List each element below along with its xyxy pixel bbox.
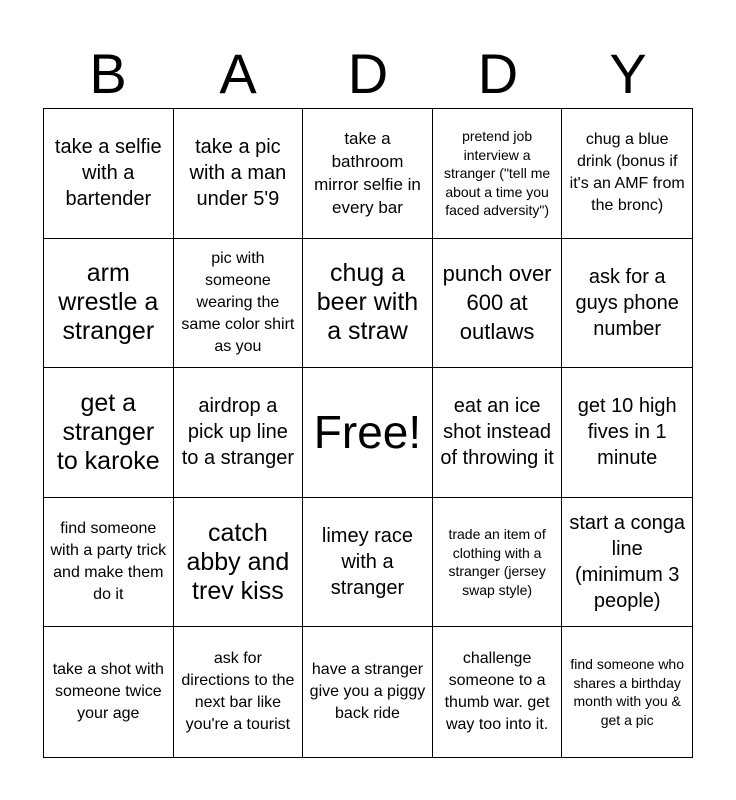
cell-text: get 10 high fives in 1 minute <box>577 395 677 470</box>
title-letter-y: Y <box>609 42 647 105</box>
bingo-cell[interactable] <box>174 109 304 239</box>
cell-text: trade an item of clothing with a stranger (jersey swap style) <box>448 526 546 598</box>
bingo-cell[interactable] <box>303 239 433 369</box>
bingo-cell[interactable] <box>433 109 563 239</box>
cell-text: airdrop a pick up line to a stranger <box>181 395 295 470</box>
cell-text: find someone who shares a birthday month with you & get a pic <box>570 656 685 728</box>
bingo-cell[interactable] <box>174 498 304 628</box>
title-letter-b: B <box>89 42 127 105</box>
title-letter-d: D <box>347 42 389 105</box>
cell-text: have a stranger give you a piggy back ride <box>309 661 426 723</box>
bingo-cell[interactable] <box>303 627 433 757</box>
bingo-cell[interactable] <box>174 627 304 757</box>
bingo-cell[interactable] <box>44 368 174 498</box>
bingo-cell[interactable] <box>562 368 692 498</box>
cell-text: take a selfie with a bartender <box>54 136 162 211</box>
cell-text: punch over 600 at outlaws <box>442 261 552 345</box>
cell-text: chug a beer with a straw <box>316 259 419 346</box>
free-space[interactable] <box>303 368 433 498</box>
bingo-cell[interactable] <box>433 368 563 498</box>
cell-text: chug a blue drink (bonus if it's an AMF from the bronc) <box>569 131 685 215</box>
free-space-text: Free! <box>313 406 422 459</box>
cell-text: challenge someone to a thumb war. get way too into it. <box>444 650 550 734</box>
bingo-cell[interactable] <box>174 368 304 498</box>
bingo-cell[interactable] <box>562 498 692 628</box>
bingo-cell[interactable] <box>562 239 692 369</box>
bingo-cell[interactable] <box>44 109 174 239</box>
cell-text: get a stranger to karoke <box>56 388 160 475</box>
bingo-cell[interactable] <box>44 627 174 757</box>
bingo-cell[interactable] <box>562 627 692 757</box>
title-letter-a: A <box>219 42 257 105</box>
bingo-cell[interactable] <box>303 109 433 239</box>
bingo-cell[interactable] <box>303 498 433 628</box>
cell-text: ask for directions to the next bar like you're a tourist <box>181 650 295 734</box>
cell-text: start a conga line (minimum 3 people) <box>569 512 685 613</box>
cell-text: arm wrestle a stranger <box>58 259 159 346</box>
bingo-title <box>43 40 693 108</box>
bingo-board <box>43 108 693 758</box>
cell-text: ask for a guys phone number <box>575 265 679 340</box>
cell-text: take a shot with someone twice your age <box>52 661 164 723</box>
cell-text: pic with someone wearing the same color shirt as you <box>181 249 295 355</box>
bingo-cell[interactable] <box>174 239 304 369</box>
cell-text: find someone with a party trick and make them do it <box>50 520 167 604</box>
bingo-cell[interactable] <box>44 239 174 369</box>
cell-text: eat an ice shot instead of throwing it <box>440 395 554 470</box>
cell-text: pretend job interview a stranger ("tell me about a time you faced adversity") <box>444 128 551 219</box>
bingo-cell[interactable] <box>433 498 563 628</box>
bingo-cell[interactable] <box>433 627 563 757</box>
cell-text: take a bathroom mirror selfie in every bar <box>314 129 421 218</box>
title-letter-d: D <box>477 42 519 105</box>
cell-text: catch abby and trev kiss <box>186 518 290 605</box>
bingo-cell[interactable] <box>562 109 692 239</box>
bingo-cell[interactable] <box>44 498 174 628</box>
cell-text: take a pic with a man under 5'9 <box>189 136 287 211</box>
bingo-cell[interactable] <box>433 239 563 369</box>
cell-text: limey race with a stranger <box>321 525 414 600</box>
